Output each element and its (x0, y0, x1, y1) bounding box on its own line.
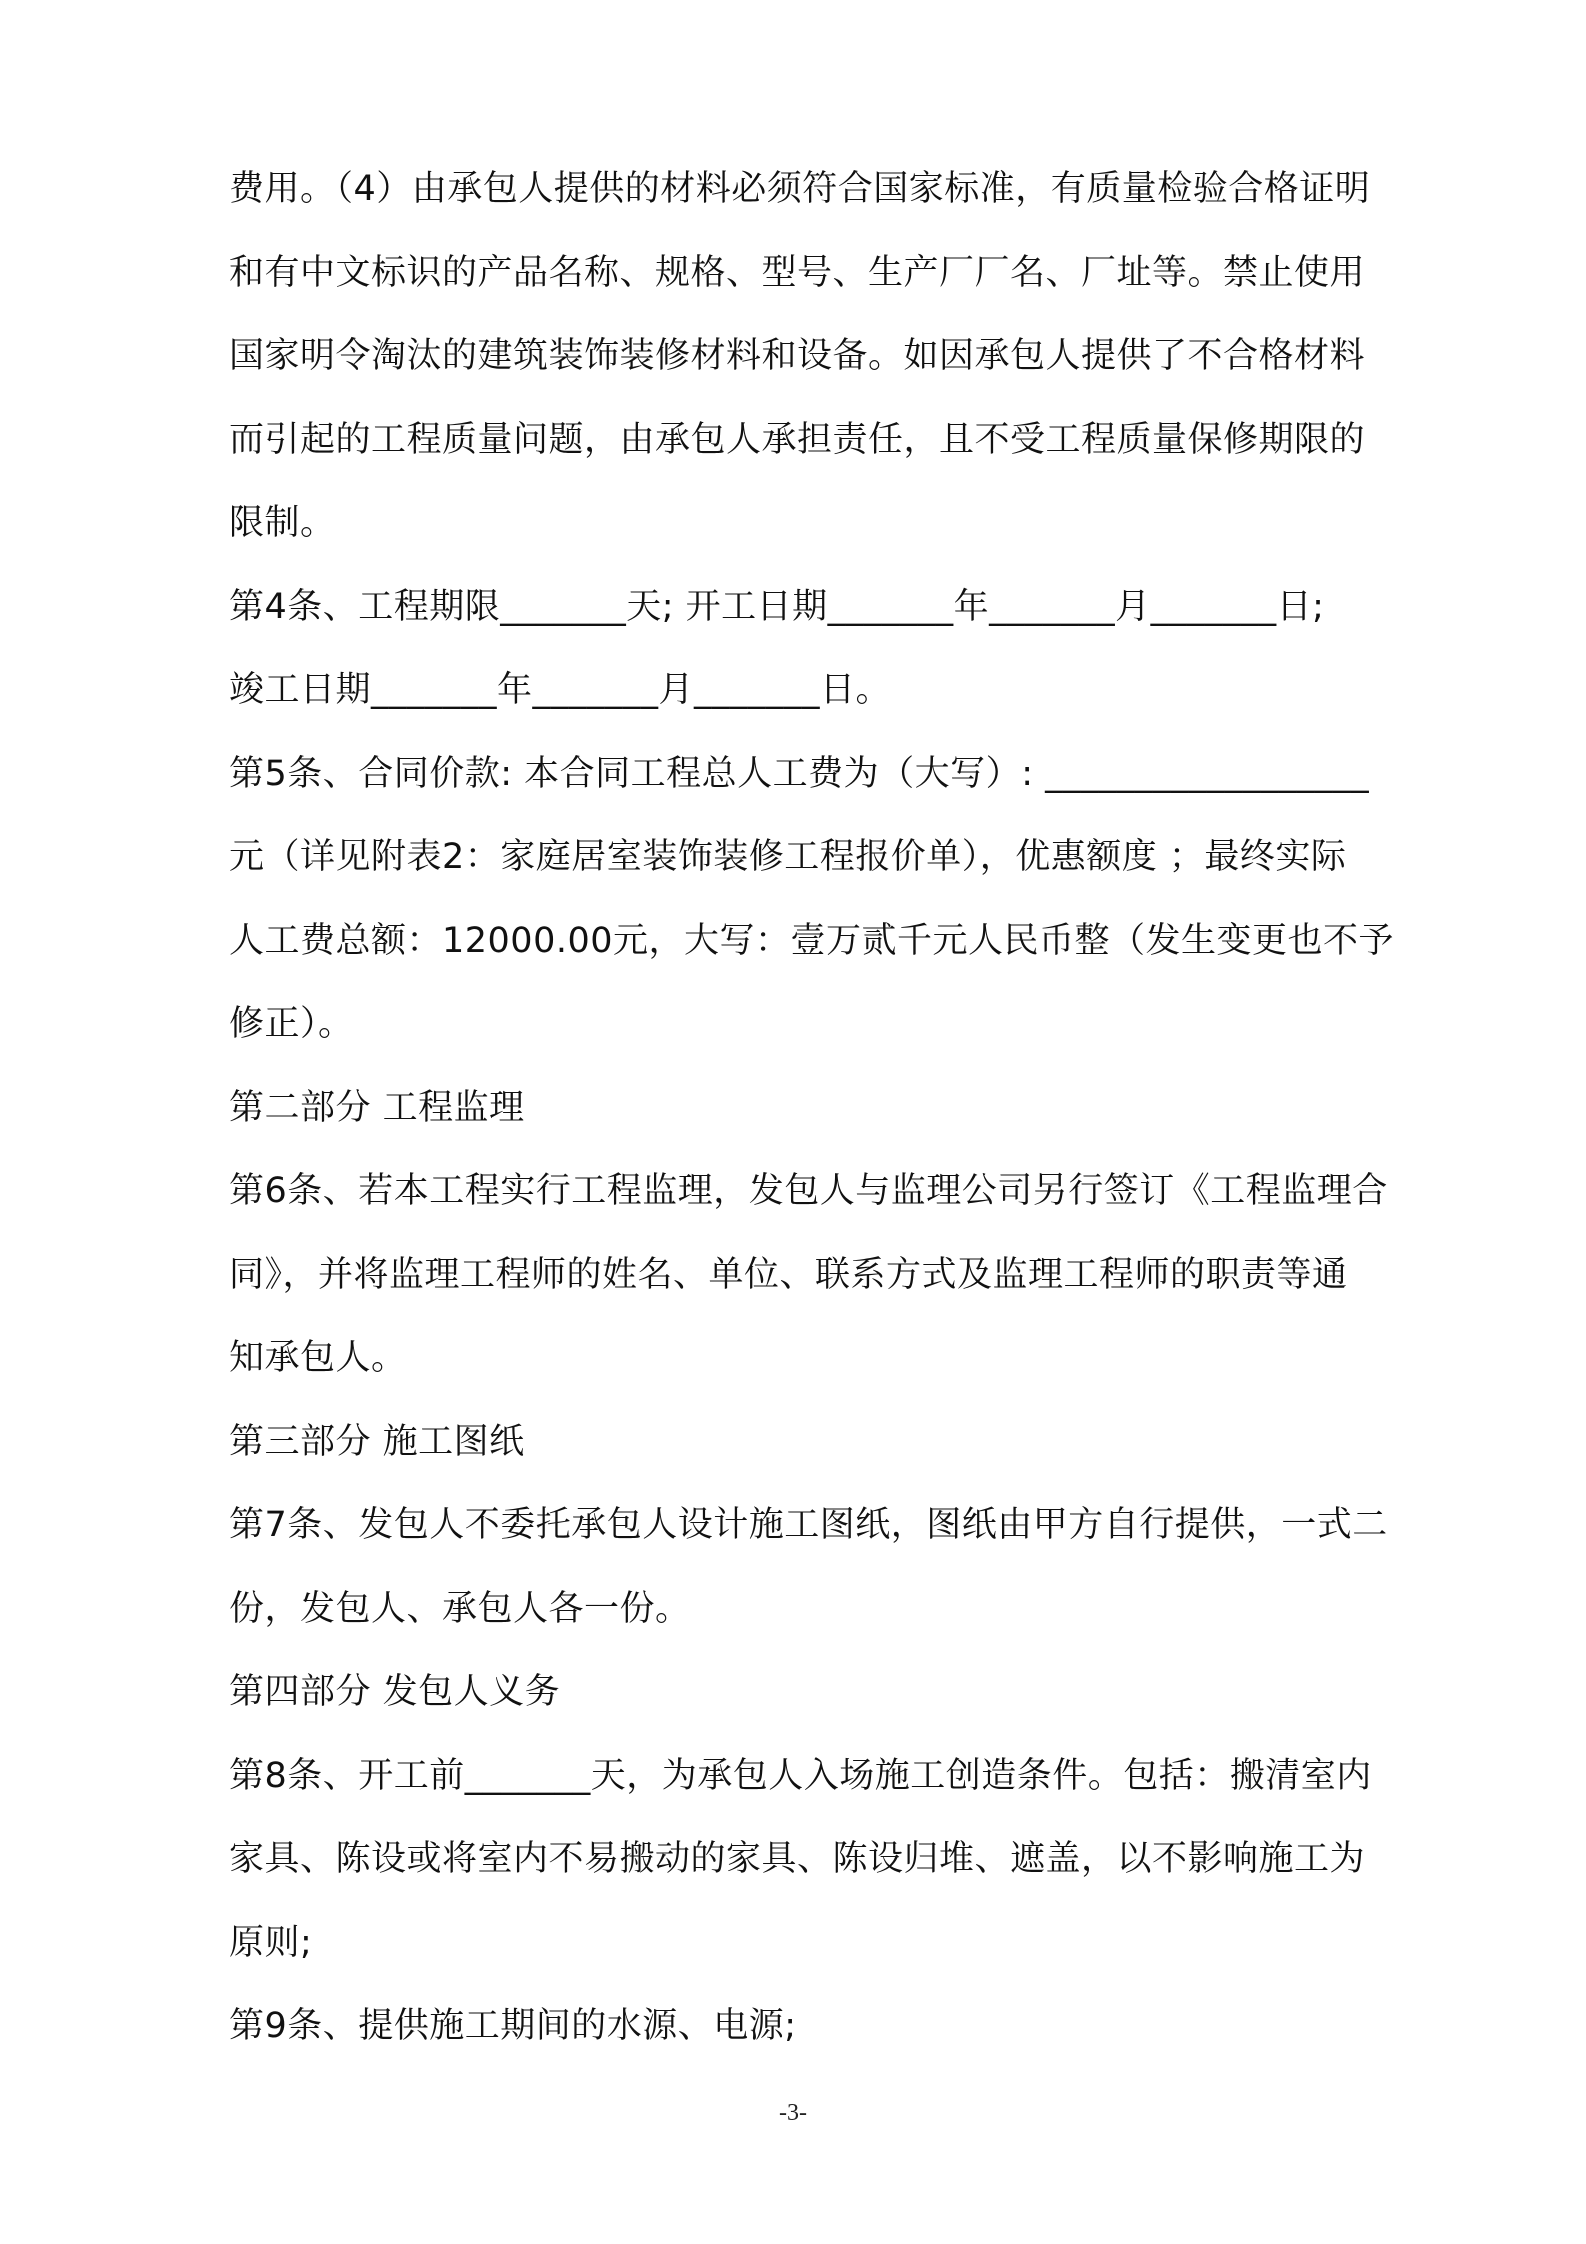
article-7-line-2: 份，发包人、承包人各一份。 (229, 1589, 691, 1629)
text-line-4: 而引起的工程质量问题，由承包人承担责任，且不受工程质量保修期限的 (229, 420, 1366, 460)
article-7-line-1: 第7条、发包人不委托承包人设计施工图纸，图纸由甲方自行提供，一式二 (229, 1505, 1388, 1545)
section-heading-part-3: 第三部分 施工图纸 (229, 1422, 525, 1462)
text-line-5: 限制。 (229, 503, 336, 543)
article-4-line-2: 竣工日期_______年_______月_______日。 (229, 670, 892, 710)
article-8-line-3: 原则; (229, 1923, 313, 1963)
article-5-line-2: 元（详见附表2：家庭居室装饰装修工程报价单），优惠额度 ；最终实际 (229, 837, 1347, 877)
text-line-2: 和有中文标识的产品名称、规格、型号、生产厂厂名、厂址等。禁止使用 (229, 253, 1366, 293)
section-heading-part-4: 第四部分 发包人义务 (229, 1672, 561, 1712)
article-5-line-3: 人工费总额：12000.00元，大写：壹万贰千元人民币整（发生变更也不予 (229, 921, 1395, 961)
article-8-line-1: 第8条、开工前_______天，为承包人入场施工创造条件。包括：搬清室内 (229, 1756, 1372, 1796)
article-6-line-1: 第6条、若本工程实行工程监理，发包人与监理公司另行签订《工程监理合 (229, 1171, 1388, 1211)
page-number: -3- (779, 2100, 807, 2126)
article-4-line-1: 第4条、工程期限_______天; 开工日期_______年_______月_______日; (229, 587, 1325, 627)
text-line-3: 国家明令淘汰的建筑装饰装修材料和设备。如因承包人提供了不合格材料 (229, 336, 1366, 376)
section-heading-part-2: 第二部分 工程监理 (229, 1088, 525, 1128)
article-6-line-3: 知承包人。 (229, 1338, 407, 1378)
article-9-line-1: 第9条、提供施工期间的水源、电源; (229, 2006, 797, 2046)
article-8-line-2: 家具、陈设或将室内不易搬动的家具、陈设归堆、遮盖，以不影响施工为 (229, 1839, 1366, 1879)
article-5-line-4: 修正）。 (229, 1004, 354, 1044)
text-line-1: 费用。（4）由承包人提供的材料必须符合国家标准，有质量检验合格证明 (229, 169, 1371, 209)
article-5-line-1: 第5条、合同价款: 本合同工程总人工费为（大写）: __________________ (229, 754, 1370, 794)
article-6-line-2: 同》，并将监理工程师的姓名、单位、联系方式及监理工程师的职责等通 (229, 1255, 1348, 1295)
